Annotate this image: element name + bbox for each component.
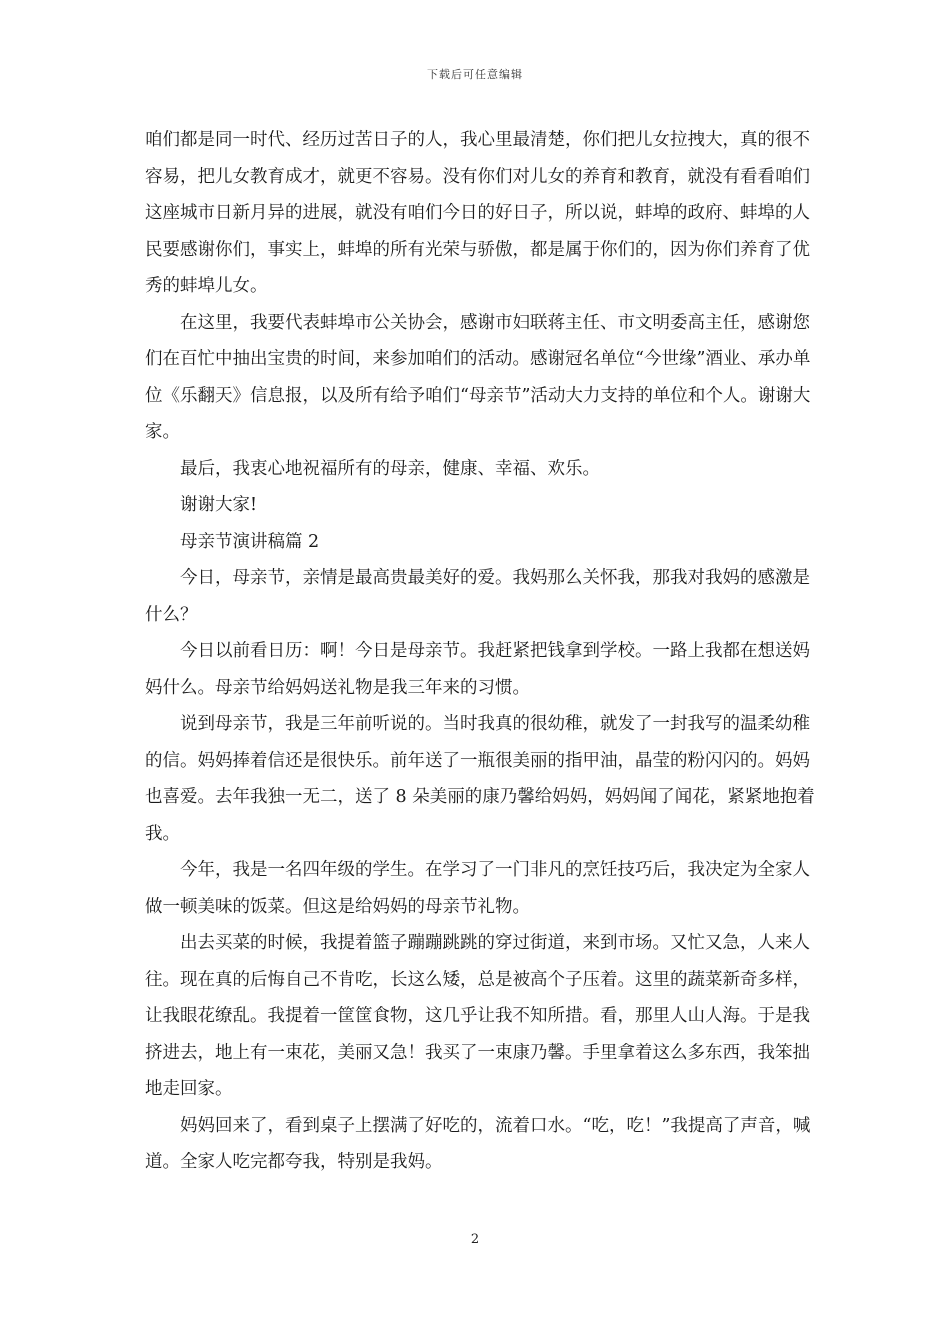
document-body [145,122,815,1181]
paragraph: 今日，母亲节，亲情是最高贵最美好的爱。我妈那么关怀我，那我对我妈的感激是什么？ [145,568,810,625]
page-number: 2 [470,1232,480,1247]
paragraph: 咱们都是同一时代、经历过苦日子的人，我心里最清楚，你们把儿女拉拽大，真的很不容易，把儿女教育成才，就更不容易。没有你们对儿女的养育和教育，就没有看看咱们这座城市日新月异的进展，就没有咱们今日的好日子，所以说，蚌埠的政府、蚌埠的人民要感谢你们，事实上，蚌埠的所有光荣与骄傲，都是属于你们的，因为你们养育了优秀的蚌埠儿女。 [145,130,810,296]
page-header: 下载后可任意编辑 [427,68,523,81]
paragraph: 说到母亲节，我是三年前听说的。当时我真的很幼稚，就发了一封我写的温柔幼稚的信。妈妈捧着信还是很快乐。前年送了一瓶很美丽的指甲油，晶莹的粉闪闪的。妈妈也喜爱。去年我独一无二，送了 8 朵美丽的康乃馨给妈妈，妈妈闻了闻花，紧紧地抱着我。 [145,714,815,844]
paragraph: 今日以前看日历：啊！今日是母亲节。我赶紧把钱拿到学校。一路上我都在想送妈妈什么。母亲节给妈妈送礼物是我三年来的习惯。 [145,641,810,698]
paragraph: 在这里，我要代表蚌埠市公关协会，感谢市妇联蒋主任、市文明委高主任，感谢您们在百忙中抽出宝贵的时间，来参加咱们的活动。感谢冠名单位“今世缘”酒业、承办单位《乐翻天》信息报，以及所有给予咱们“母亲节”活动大力支持的单位和个人。谢谢大家。 [145,312,811,442]
paragraph: 妈妈回来了，看到桌子上摆满了好吃的，流着口水。“吃，吃！”我提高了声音，喊道。全家人吃完都夸我，特别是我妈。 [145,1115,811,1172]
paragraph: 出去买菜的时候，我提着篮子蹦蹦跳跳的穿过街道，来到市场。又忙又急，人来人往。现在真的后悔自己不肯吃，长这么矮，总是被高个子压着。这里的蔬菜新奇多样，让我眼花缭乱。我提着一筐筐食物，这几乎让我不知所措。看，那里人山人海。于是我挤进去，地上有一束花，美丽又急！我买了一束康乃馨。手里拿着这么多东西，我笨拙地走回家。 [145,933,810,1099]
paragraph: 最后，我衷心地祝福所有的母亲，健康、幸福、欢乐。 [180,458,600,479]
section-heading: 母亲节演讲稿篇 2 [180,531,320,552]
paragraph: 谢谢大家! [180,495,258,515]
paragraph: 今年，我是一名四年级的学生。在学习了一门非凡的烹饪技巧后，我决定为全家人做一顿美味的饭菜。但这是给妈妈的母亲节礼物。 [145,860,810,917]
